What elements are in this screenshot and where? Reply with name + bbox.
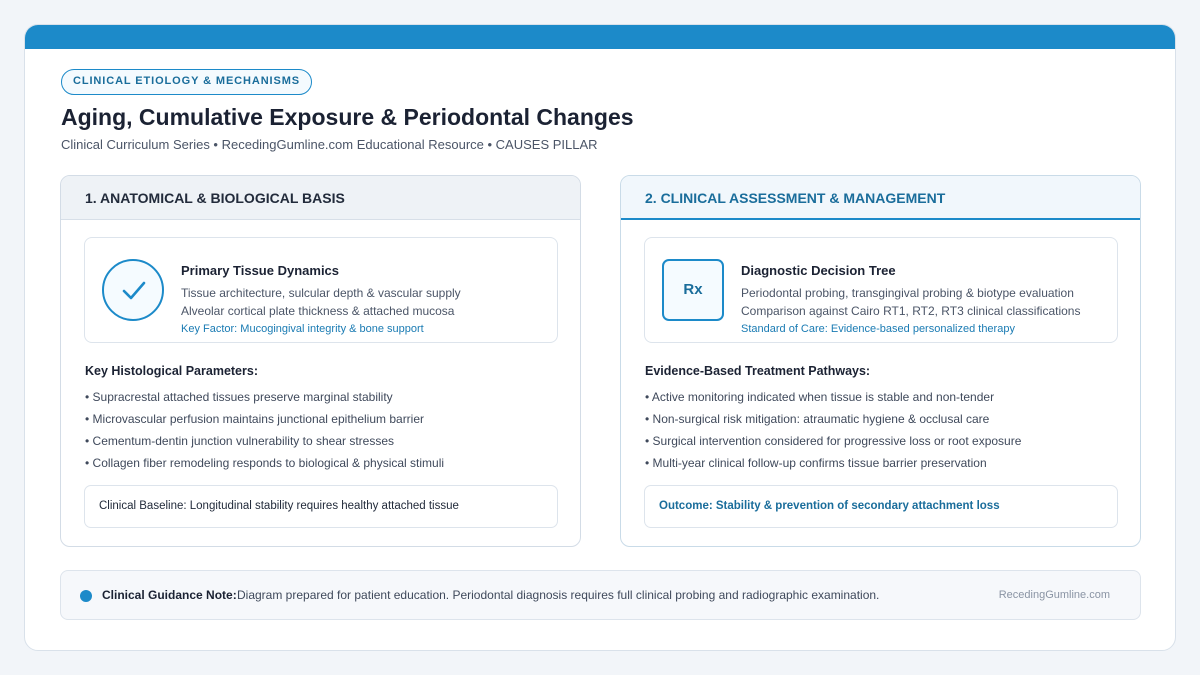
checkmark-icon (102, 259, 164, 321)
panel-heading: 2. CLINICAL ASSESSMENT & MANAGEMENT (621, 176, 1140, 220)
panel-heading: 1. ANATOMICAL & BIOLOGICAL BASIS (61, 176, 580, 220)
list-item: • Cementum-dentin junction vulnerability to shear stresses (85, 434, 395, 448)
section-title: Key Histological Parameters: (85, 364, 258, 378)
feature-line: Tissue architecture, sulcular depth & vascular supply (181, 286, 461, 300)
list-item: • Multi-year clinical follow-up confirms tissue barrier preservation (645, 456, 987, 470)
feature-title: Diagnostic Decision Tree (741, 263, 896, 278)
main-card (24, 24, 1176, 651)
clinical-baseline-box: Clinical Baseline: Longitudinal stability requires healthy attached tissue (84, 485, 558, 528)
brand-label: RecedingGumline.com (998, 589, 1110, 601)
bullet-list (645, 386, 1021, 474)
page-subtitle: Clinical Curriculum Series • RecedingGumline.com Educational Resource • CAUSES PILLAR (61, 137, 598, 152)
feature-standard-of-care: Standard of Care: Evidence-based personalized therapy (741, 323, 1015, 335)
rx-icon: Rx (662, 259, 724, 321)
list-item: • Supracrestal attached tissues preserve marginal stability (85, 390, 393, 404)
feature-line: Alveolar cortical plate thickness & attached mucosa (181, 304, 455, 318)
dot-icon (80, 590, 92, 602)
outcome-box: Outcome: Stability & prevention of secondary attachment loss (644, 485, 1118, 528)
list-item: • Surgical intervention considered for progressive loss or root exposure (645, 434, 1022, 448)
list-item: • Microvascular perfusion maintains junctional epithelium barrier (85, 412, 425, 426)
list-item: • Active monitoring indicated when tissue is stable and non-tender (645, 390, 995, 404)
bullet-list (85, 386, 444, 474)
feature-title: Primary Tissue Dynamics (181, 263, 340, 278)
anatomical-basis-panel (60, 175, 581, 547)
feature-card (644, 237, 1118, 343)
feature-card (84, 237, 558, 343)
category-tag: CLINICAL ETIOLOGY & MECHANISMS (61, 69, 312, 95)
clinical-assessment-panel (620, 175, 1141, 547)
feature-line: Comparison against Cairo RT1, RT2, RT3 clinical classifications (741, 304, 1081, 318)
top-accent-bar (25, 25, 1175, 49)
feature-line: Periodontal probing, transgingival probing & biotype evaluation (741, 286, 1074, 300)
note-text: Diagram prepared for patient education. Periodontal diagnosis requires full clinical probing and radiographic examination. (237, 588, 880, 602)
list-item: • Non-surgical risk mitigation: atraumatic hygiene & occlusal care (645, 412, 990, 426)
guidance-note (60, 570, 1141, 620)
list-item: • Collagen fiber remodeling responds to biological & physical stimuli (85, 456, 445, 470)
page-title: Aging, Cumulative Exposure & Periodontal Changes (61, 104, 634, 130)
note-label: Clinical Guidance Note: (102, 588, 237, 602)
section-title: Evidence-Based Treatment Pathways: (645, 364, 871, 378)
feature-key-factor: Key Factor: Mucogingival integrity & bone support (181, 323, 424, 335)
